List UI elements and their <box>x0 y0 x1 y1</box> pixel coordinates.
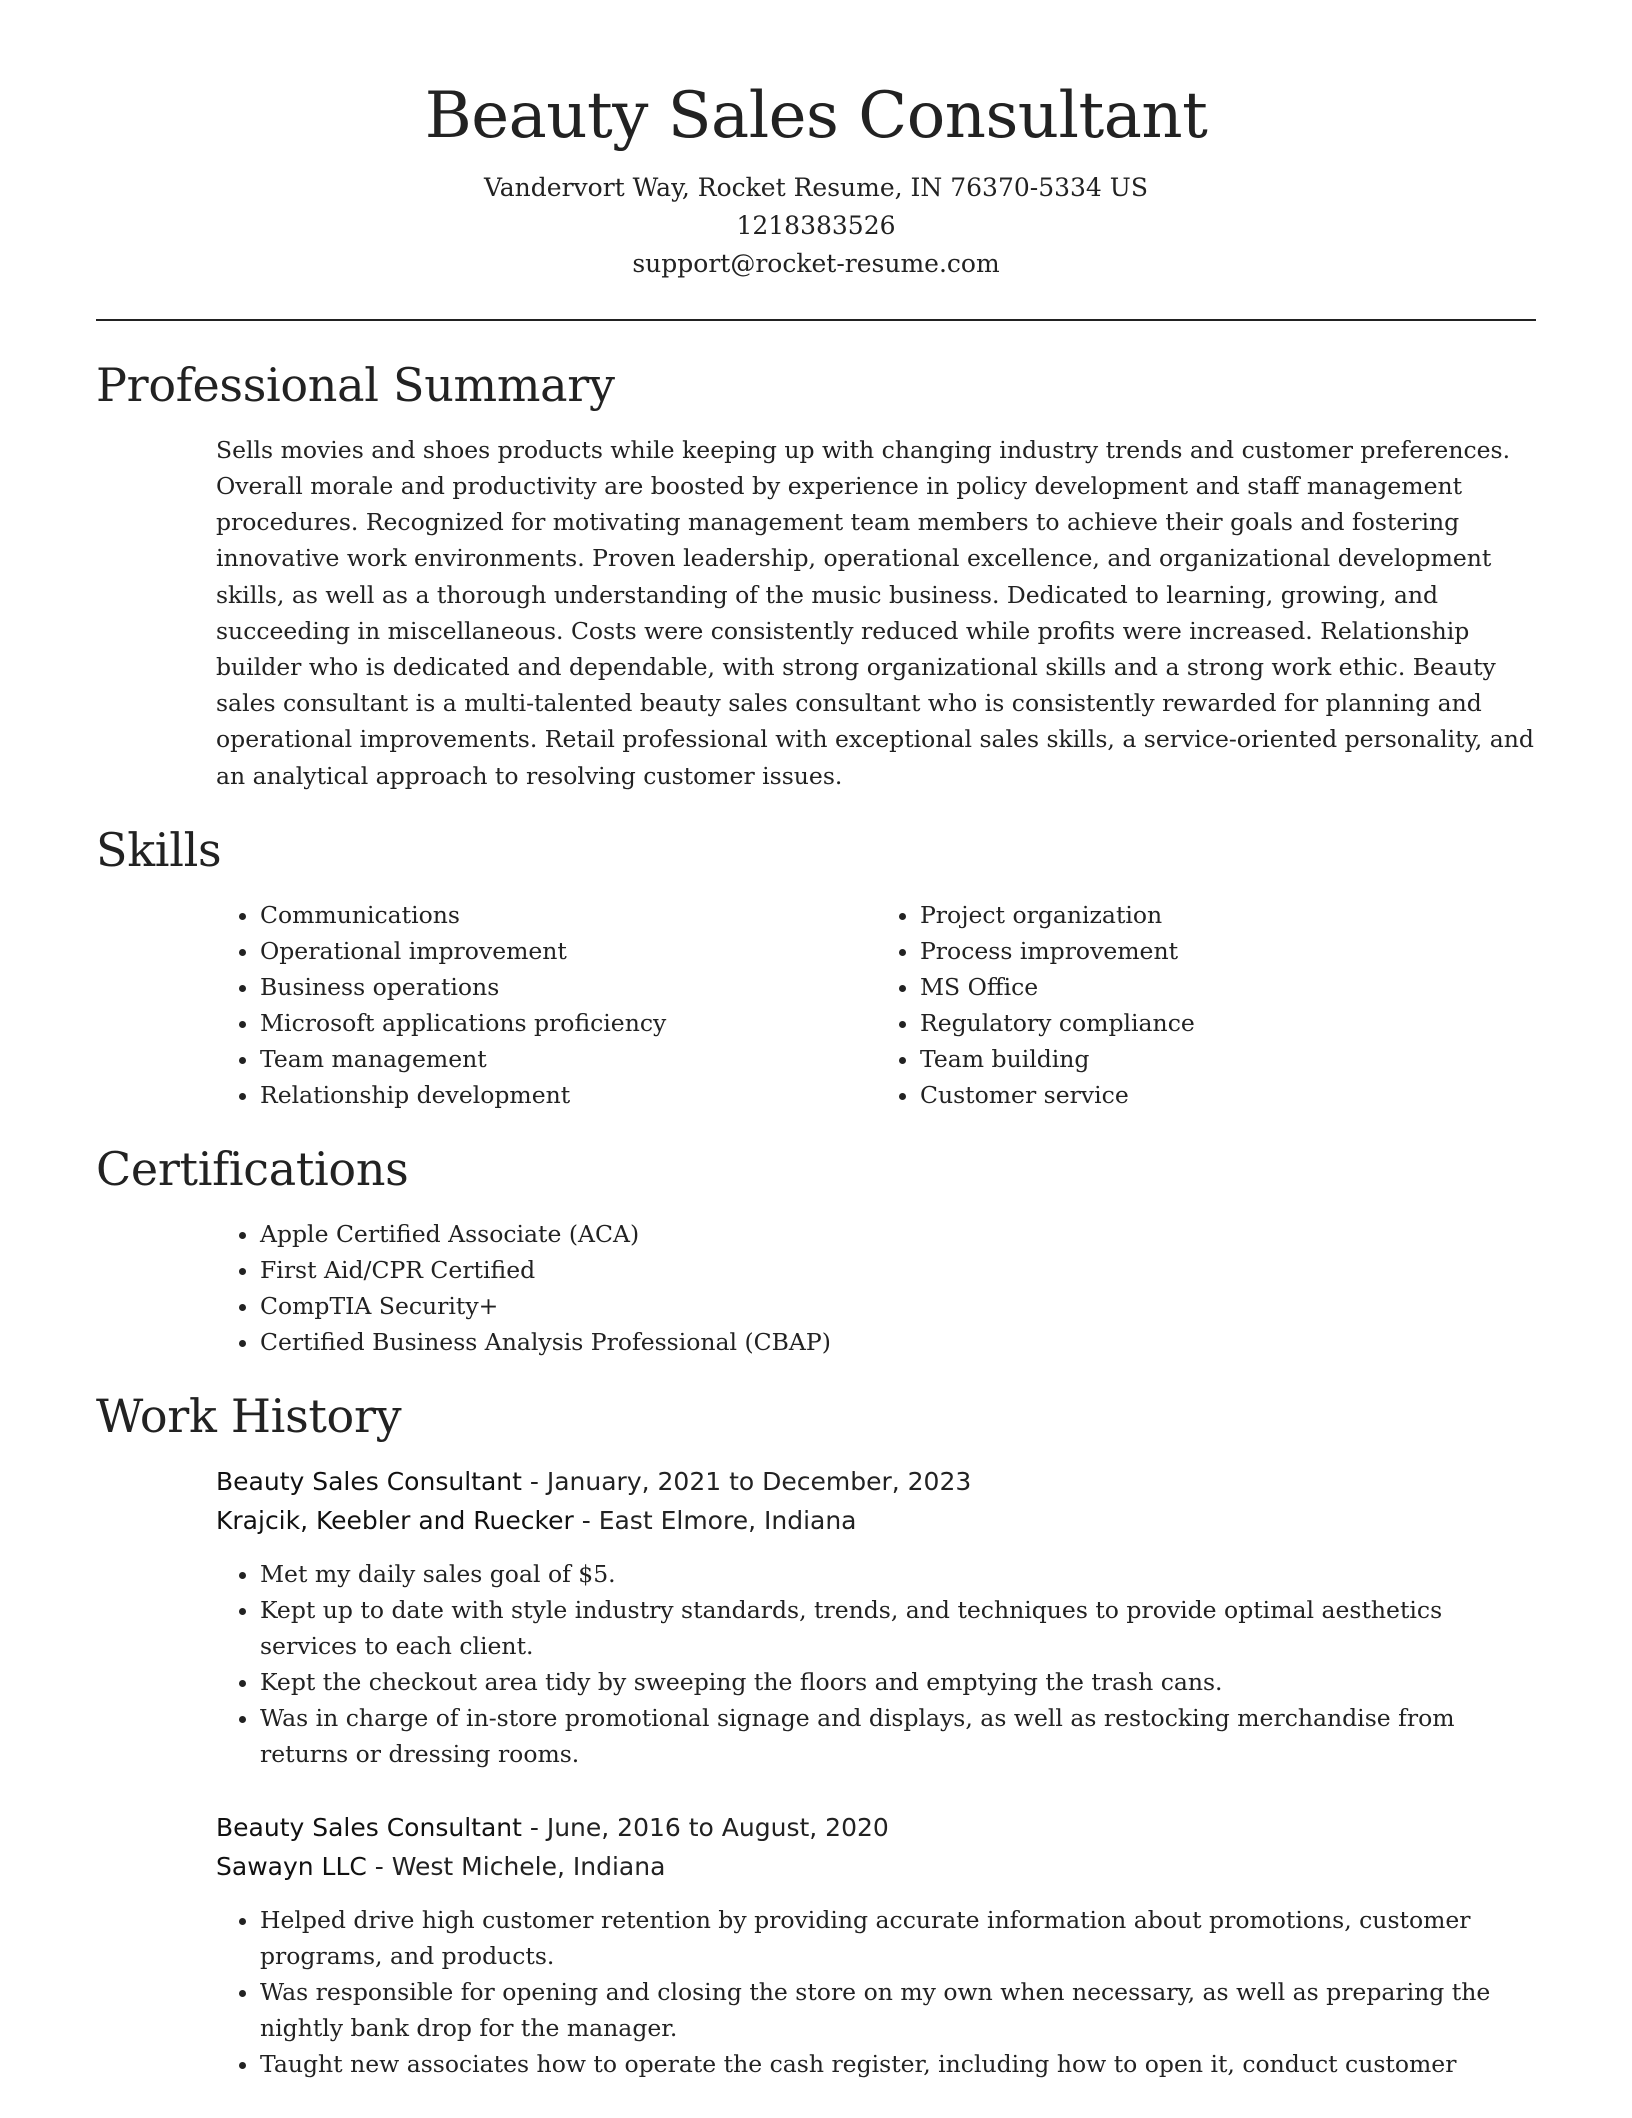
skill-item: • Microsoft applications proficiency <box>260 1005 876 1041</box>
job-dates: - June, 2016 to August, 2020 <box>521 1813 889 1843</box>
certifications-heading: Certifications <box>96 1141 409 1196</box>
job-location: - West Michele, Indiana <box>366 1852 666 1882</box>
skill-item: • Regulatory compliance <box>920 1005 1536 1041</box>
work-history-section <box>96 1390 1536 2083</box>
job-location: - East Elmore, Indiana <box>573 1506 857 1536</box>
skill-item: • Operational improvement <box>260 933 876 969</box>
certification-item: • Certified Business Analysis Professional (CBAP) <box>260 1324 1536 1360</box>
certifications-block <box>216 1216 1536 1360</box>
skill-item: • MS Office <box>920 969 1536 1005</box>
job-company-line <box>216 1847 1536 1886</box>
certification-item: • First Aid/CPR Certified <box>260 1252 1536 1288</box>
job-duty: • Helped drive high customer retention by providing accurate information about promotions, customer programs, and products. <box>260 1902 1536 1974</box>
job-title: Beauty Sales Consultant <box>216 1813 522 1843</box>
contact-phone: 1218383526 <box>736 210 896 240</box>
job-entry <box>216 1462 1536 1772</box>
work-history-heading: Work History <box>96 1388 402 1443</box>
job-duty: • Met my daily sales goal of $5. <box>260 1556 1536 1592</box>
job-title: Beauty Sales Consultant <box>216 1467 522 1497</box>
skills-section <box>96 824 1536 1113</box>
skill-item: • Relationship development <box>260 1077 876 1113</box>
job-duties-list <box>216 1556 1536 1772</box>
job-duty: • Was in charge of in-store promotional signage and displays, as well as restocking merchandise from returns or dressing rooms. <box>260 1700 1536 1772</box>
contact-address: Vandervort Way, Rocket Resume, IN 76370-5334 US <box>484 172 1148 202</box>
skill-item: • Business operations <box>260 969 876 1005</box>
skills-list-right <box>876 897 1536 1113</box>
job-dates: - January, 2021 to December, 2023 <box>521 1467 972 1497</box>
resume-page <box>96 78 1536 2118</box>
job-company: Krajcik, Keebler and Ruecker <box>216 1506 574 1536</box>
contact-block <box>96 169 1536 283</box>
skill-item: • Communications <box>260 897 876 933</box>
skills-list-left <box>216 897 876 1113</box>
skill-item: • Project organization <box>920 897 1536 933</box>
job-title-line <box>216 1462 1536 1501</box>
certifications-section <box>96 1143 1536 1360</box>
header-divider <box>96 319 1536 321</box>
job-title-line <box>216 1808 1536 1847</box>
skill-item: • Customer service <box>920 1077 1536 1113</box>
skill-item: • Team management <box>260 1041 876 1077</box>
job-duty: • Kept up to date with style industry standards, trends, and techniques to provide optimal aesthetics services to each client. <box>260 1592 1536 1664</box>
job-duty: • Kept the checkout area tidy by sweeping the floors and emptying the trash cans. <box>260 1664 1536 1700</box>
summary-heading: Professional Summary <box>96 357 615 412</box>
skill-item: • Team building <box>920 1041 1536 1077</box>
job-entry <box>216 1808 1536 2082</box>
job-duty: • Taught new associates how to operate the cash register, including how to open it, conduct customer <box>260 2046 1536 2082</box>
job-duty: • Was responsible for opening and closing the store on my own when necessary, as well as preparing the nightly bank drop for the manager. <box>260 1974 1536 2046</box>
skill-item: • Process improvement <box>920 933 1536 969</box>
skills-grid <box>216 897 1536 1113</box>
summary-text: Sells movies and shoes products while keeping up with changing industry trends and customer preferences. Overall morale and productivity are boosted by experience in policy development and staff management procedures. Recognized for motivating management team members to achieve their goals and fostering innovative work environments. Proven leadership, operational excellence, and organizational development skills, as well as a thorough understanding of the music business. Dedicated to learning, growing, and succeeding in miscellaneous. Costs were consistently reduced while profits were increased. Relationship builder who is dedicated and dependable, with strong organizational skills and a strong work ethic. Beauty sales consultant is a multi-talented beauty sales consultant who is consistently rewarded for planning and operational improvements. Retail professional with exceptional sales skills, a service-oriented personality, and an analytical approach to resolving customer issues. <box>216 435 1534 790</box>
job-company-line <box>216 1501 1536 1540</box>
skills-heading: Skills <box>96 822 222 877</box>
summary-section <box>96 359 1536 794</box>
job-company: Sawayn LLC <box>216 1852 367 1882</box>
certification-item: • CompTIA Security+ <box>260 1288 1536 1324</box>
resume-name: Beauty Sales Consultant <box>424 79 1208 153</box>
contact-email: support@rocket-resume.com <box>632 248 1000 278</box>
job-duties-list <box>216 1902 1536 2082</box>
certification-item: • Apple Certified Associate (ACA) <box>260 1216 1536 1252</box>
certifications-list <box>216 1216 1536 1360</box>
